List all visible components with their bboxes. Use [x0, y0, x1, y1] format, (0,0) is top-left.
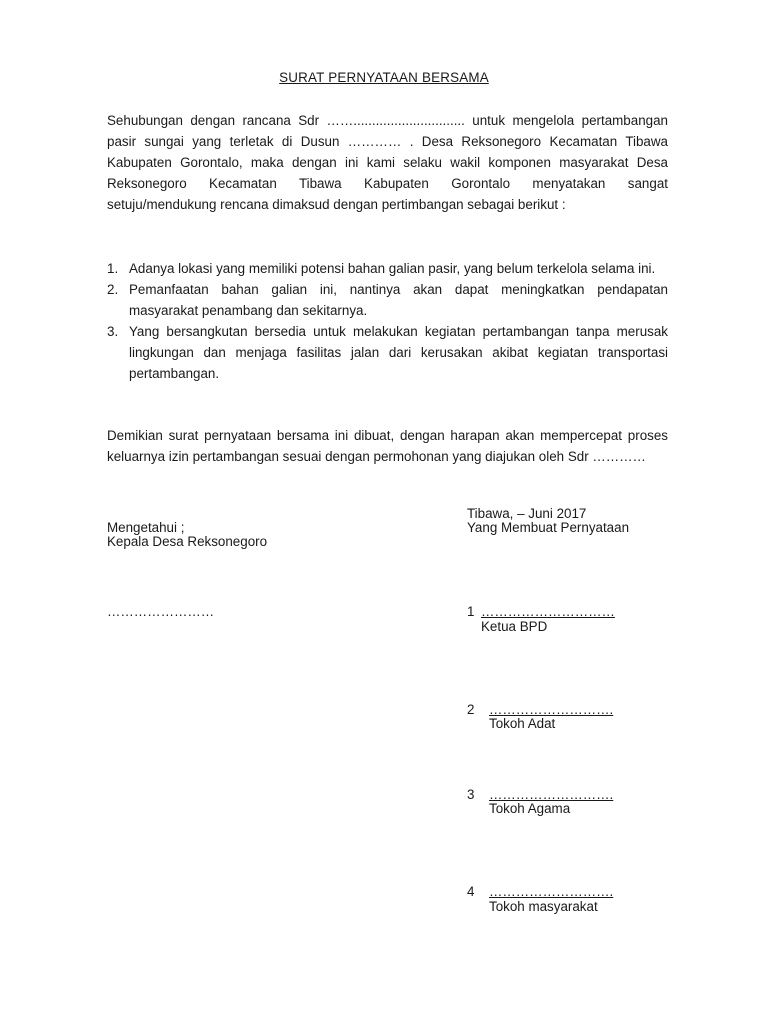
signer-role: Tokoh Agama: [489, 801, 571, 816]
signer-signature-line: ……………………….: [489, 702, 614, 717]
list-item: [107, 321, 668, 384]
maker-label: Yang Membuat Pernyataan: [467, 520, 630, 535]
acknowledge-label: Mengetahui ;: [107, 520, 185, 535]
document-title: SURAT PERNYATAAN BERSAMA: [279, 70, 489, 85]
signer-signature-line: ……………………….: [489, 884, 614, 899]
signer-role: Ketua BPD: [481, 619, 548, 634]
signer-number: 3: [467, 787, 475, 802]
list-item-number: 3.: [107, 324, 119, 339]
signer-number: 4: [467, 884, 475, 899]
list-item: [107, 279, 668, 321]
intro-paragraph: Sehubungan dengan rancana Sdr …….............................. untuk mengelola pertambangan pasir sungai yang terletak di Dusun ………… . Desa Reksonegoro Kecamatan Tibawa Kabupaten Gorontalo, maka dengan ini kami selaku wakil komponen masyarakat Desa Reksonegoro Kecamatan Tibawa Kabupaten Gorontalo menyatakan sangat setuju/mendukung rencana dimaksud dengan pertimbangan sebagai berikut :: [107, 113, 668, 212]
list-item-number: 1.: [107, 261, 119, 276]
village-head-title: Kepala Desa Reksonegoro: [107, 534, 268, 549]
considerations-list: [107, 258, 668, 384]
list-item: [107, 258, 668, 279]
list-item-text: Adanya lokasi yang memiliki potensi bahan galian pasir, yang belum terkelola selama ini.: [129, 261, 656, 276]
place-date: Tibawa, – Juni 2017: [467, 506, 587, 521]
signer-number: 2: [467, 702, 475, 717]
signer-role: Tokoh Adat: [489, 716, 556, 731]
list-item-text: Pemanfaatan bahan galian ini, nantinya akan dapat meningkatkan pendapatan masyarakat penambang dan sekitarnya.: [129, 282, 668, 318]
village-head-signature-line: ……………………: [107, 604, 215, 619]
signer-number: 1: [467, 604, 475, 619]
list-item-text: Yang bersangkutan bersedia untuk melakukan kegiatan pertambangan tanpa merusak lingkungan dan menjaga fasilitas jalan dari kerusakan akibat kegiatan transportasi pertambangan.: [129, 324, 668, 381]
list-item-number: 2.: [107, 282, 119, 297]
signer-signature-line: ……………………….: [489, 787, 614, 802]
signer-role: Tokoh masyarakat: [489, 899, 598, 914]
closing-paragraph: Demikian surat pernyataan bersama ini dibuat, dengan harapan akan mempercepat proses keluarnya izin pertambangan sesuai dengan permohonan yang diajukan oleh Sdr …………: [107, 428, 668, 464]
signer-signature-line: …………………………: [481, 604, 615, 619]
